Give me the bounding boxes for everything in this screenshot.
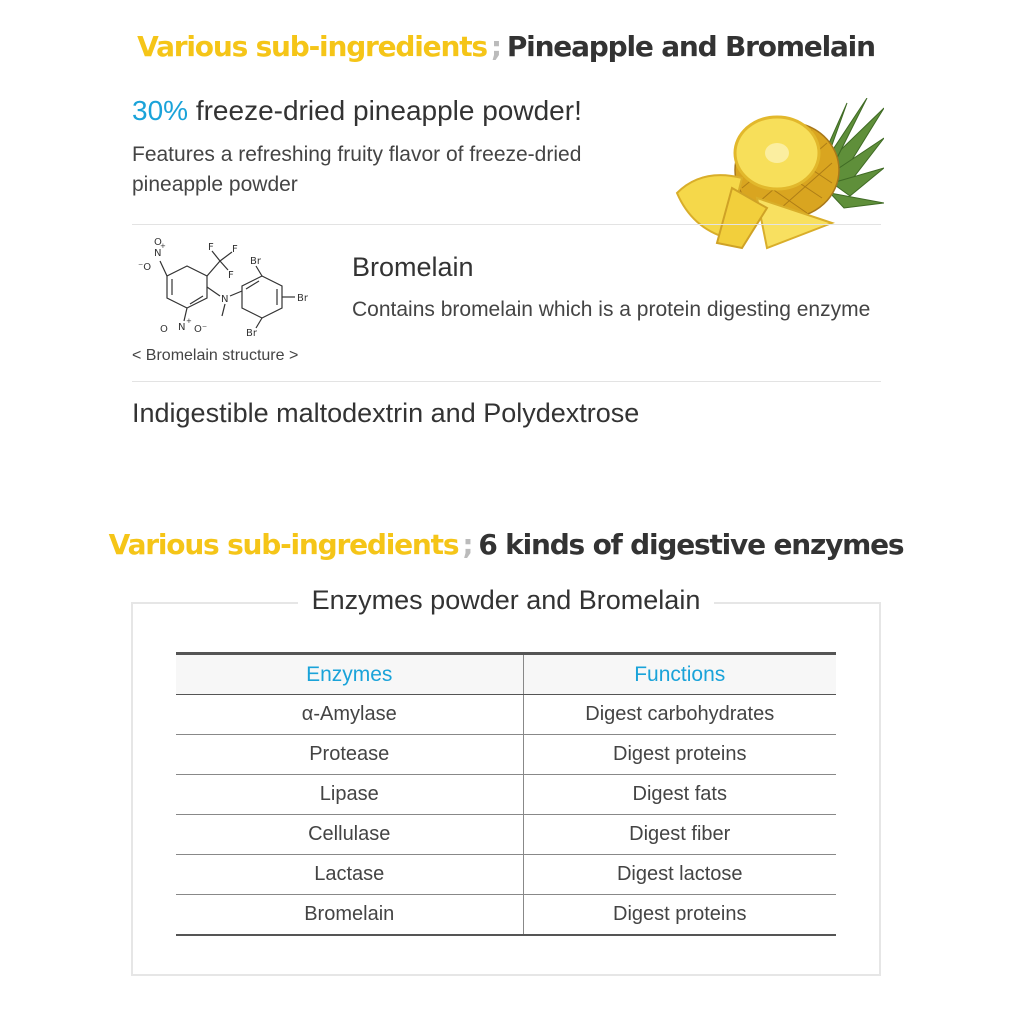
table-cell-enzyme: Lipase xyxy=(176,775,523,815)
svg-text:+: + xyxy=(186,317,192,325)
svg-text:F: F xyxy=(208,242,214,253)
svg-text:O: O xyxy=(154,237,162,248)
table-row xyxy=(176,855,836,895)
indigestible-ingredients-title: Indigestible maltodextrin and Polydextrose xyxy=(132,398,640,428)
section-1-heading-main: Pineapple and Bromelain xyxy=(506,30,875,63)
table-cell-enzyme: Bromelain xyxy=(176,895,523,935)
enzymes-box-title: Enzymes powder and Bromelain xyxy=(0,585,1012,616)
svg-text:N: N xyxy=(221,294,229,305)
divider xyxy=(132,224,881,225)
pineapple-description: Features a refreshing fruity flavor of freeze-dried pineapple powder xyxy=(132,143,582,196)
table-cell-enzyme: α-Amylase xyxy=(176,695,523,735)
table-row xyxy=(176,895,836,935)
svg-text:O: O xyxy=(160,324,168,335)
section-2-heading-main: 6 kinds of digestive enzymes xyxy=(478,528,904,561)
table-header-functions: Functions xyxy=(523,654,836,695)
divider xyxy=(132,381,881,382)
table-row xyxy=(176,735,836,775)
table-cell-enzyme: Cellulase xyxy=(176,815,523,855)
table-cell-function: Digest carbohydrates xyxy=(523,695,836,735)
section-1-heading-separator: ; xyxy=(490,30,501,63)
pineapple-title-text: freeze-dried pineapple powder! xyxy=(188,95,582,126)
svg-text:F: F xyxy=(228,270,234,281)
svg-text:+: + xyxy=(160,242,166,250)
svg-text:N: N xyxy=(154,248,162,259)
table-cell-function: Digest fiber xyxy=(523,815,836,855)
table-row xyxy=(176,775,836,815)
table-cell-function: Digest proteins xyxy=(523,735,836,775)
svg-text:Br: Br xyxy=(250,256,261,267)
table-header-enzymes: Enzymes xyxy=(176,654,523,695)
bromelain-structure-diagram xyxy=(132,236,322,346)
table-row xyxy=(176,695,836,735)
table-header-row xyxy=(176,654,836,695)
svg-text:N: N xyxy=(178,322,186,333)
svg-text:F: F xyxy=(232,244,238,255)
enzymes-table xyxy=(176,652,836,936)
table-cell-enzyme: Lactase xyxy=(176,855,523,895)
section-2-heading xyxy=(0,528,1012,561)
svg-text:⁻O: ⁻O xyxy=(138,262,152,273)
section-1-heading xyxy=(0,30,1012,63)
table-cell-function: Digest proteins xyxy=(523,895,836,935)
bromelain-title: Bromelain xyxy=(352,252,474,282)
table-row xyxy=(176,815,836,855)
bromelain-description: Contains bromelain which is a protein digesting enzyme xyxy=(352,298,871,321)
svg-text:Br: Br xyxy=(246,328,257,339)
section-2-heading-accent: Various sub-ingredients xyxy=(108,528,459,561)
pineapple-title xyxy=(132,95,582,127)
svg-text:Br: Br xyxy=(297,293,308,304)
bromelain-structure-caption: < Bromelain structure > xyxy=(132,347,299,364)
table-cell-function: Digest fats xyxy=(523,775,836,815)
section-2-heading-separator: ; xyxy=(462,528,473,561)
section-1-heading-accent: Various sub-ingredients xyxy=(137,30,487,63)
table-cell-enzyme: Protease xyxy=(176,735,523,775)
svg-text:O⁻: O⁻ xyxy=(194,324,208,335)
pineapple-percentage: 30% xyxy=(132,95,189,126)
table-cell-function: Digest lactose xyxy=(523,855,836,895)
pineapple-image xyxy=(672,98,884,254)
